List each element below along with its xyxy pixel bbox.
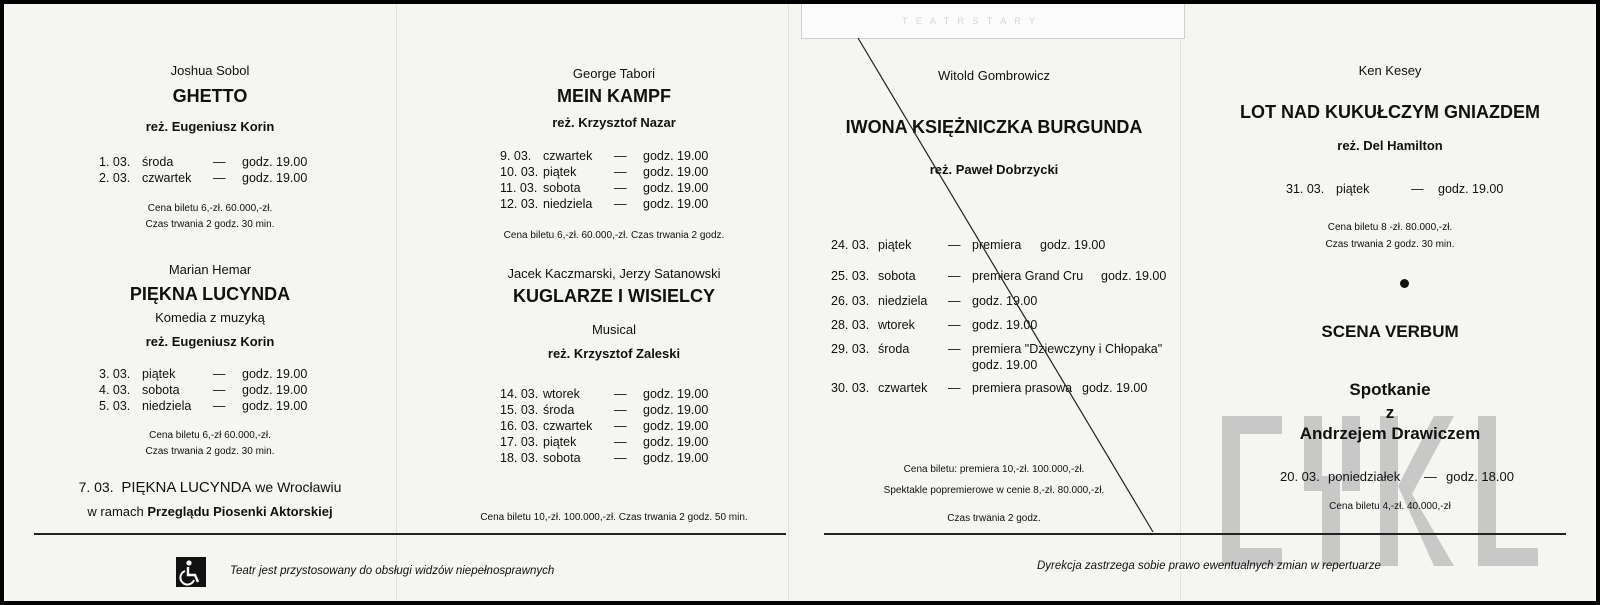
repertoire-note: Dyrekcja zastrzega sobie prawo ewentualnych zmian w repertuarze [1037, 560, 1381, 572]
play-title: LOT NAD KUKUŁCZYM GNIAZDEM [1240, 102, 1540, 122]
author: George Tabori [572, 66, 656, 81]
meeting-line: Spotkanie [1349, 380, 1431, 399]
ticket-price: Cena biletu 8 -zł. 80.000,-zł. [1327, 222, 1453, 233]
wheelchair-icon [176, 557, 206, 587]
header-tab: T E A T R S T A R Y [801, 4, 1185, 39]
play-title: PIĘKNA LUCYNDA [129, 284, 291, 304]
author: Ken Kesey [1358, 63, 1422, 78]
footer-rule [34, 533, 786, 535]
ticket-price: Cena biletu 6,-zł 60.000,-zł. [149, 430, 271, 441]
program-leaflet [4, 4, 1596, 601]
bullet-dot [1400, 279, 1409, 288]
panel-4: Ken Kesey LOT NAD KUKUŁCZYM GNIAZDEM reż. Del Hamilton 31. 03. piątek — godz. 19.00 Cena biletu 8 -zł. 80.000,-zł. Czas trwania 2 godz. 30 min. SCENA VERBUM Spotkanie z Andrzejem Drawiczem 20. 03. poniedziałek — godz. 18.00 Cena biletu 4,-zł. 40.000,-zł [1184, 4, 1596, 601]
director: reż. Del Hamilton [1337, 138, 1443, 153]
ticket-price: Cena biletu 6,-zł. 60.000,-zł. Czas trwania 2 godz. [503, 230, 725, 241]
director: reż. Krzysztof Nazar [552, 115, 676, 130]
panel-2: George Tabori MEIN KAMPF reż. Krzysztof Nazar 9. 03. czwartek — godz. 19.00 10. 03. piątek — godz. 19.00 11. 03. sobota — godz. 19.00 12. 03. niedziela — godz. 19.00 Cena biletu 6,-zł. 60.000,-zł. Czas trwania 2 godz. Jacek Kaczmarski, Jerzy Satanowski KUGLARZE I WISIELCY Musical reż. Krzysztof Zaleski 14. 03. wtorek — godz. 19.00 15. 03. środa — godz. 19.00 16. 03. czwartek — godz. 19.00 17. 03. piątek — godz. 19.00 18. 03. sobota — godz. 19.00 Cena biletu 10,-zł. 100.000,-zł. Czas trwania 2 godz. 50 min. [408, 4, 820, 601]
director: reż. Eugeniusz Korin [145, 334, 275, 349]
ticket-price: Cena biletu 6,-zł. 60.000,-zł. [147, 203, 273, 214]
ticket-price: Cena biletu: premiera 10,-zł. 100.000,-zł. [903, 464, 1085, 475]
ticket-price: Spektakle popremierowe w cenie 8,-zł. 80.000,-zł. [883, 485, 1105, 496]
footer-rule [824, 533, 1566, 535]
play-title: IWONA KSIĘŻNICZKA BURGUNDA [845, 117, 1143, 137]
author: Marian Hemar [168, 262, 252, 277]
scene-title: SCENA VERBUM [1321, 322, 1459, 341]
subtitle: Musical [591, 322, 637, 337]
panel-3: Witold Gombrowicz IWONA KSIĘŻNICZKA BURGUNDA reż. Paweł Dobrzycki 24. 03. piątek — premiera godz. 19.00 25. 03. sobota — premiera Grand Cru godz. 19.00 26. 03. niedziela — godz. 19.00 28. 03. wtorek — godz. 19.00 29. 03. środa — premiera "Dziewczyny i Chłopaka" godz. 19.00 30. 03. czwartek — premiera prasowa godz. 19.00 Cena biletu: premiera 10,-zł. 100.000,-zł. Spektakle popremierowe w cenie 8,-zł. 80.000,-zł. Czas trwania 2 godz. [804, 4, 1184, 601]
wroclaw-line: 7. 03. PIĘKNA LUCYNDA we Wrocławiu [78, 479, 342, 496]
director: reż. Eugeniusz Korin [145, 119, 275, 134]
meeting-line: Andrzejem Drawiczem [1299, 424, 1481, 443]
meeting-line: z [1385, 403, 1395, 422]
duration: Czas trwania 2 godz. [947, 513, 1041, 524]
accessibility-note: Teatr jest przystosowany do obsługi widzów niepełnosprawnych [230, 565, 555, 577]
director: reż. Krzysztof Zaleski [547, 346, 681, 361]
play-title: KUGLARZE I WISIELCY [513, 286, 715, 306]
festival-line: w ramach Przeglądu Piosenki Aktorskiej [87, 504, 333, 519]
duration: Czas trwania 2 godz. 30 min. [1325, 239, 1455, 250]
author: Witold Gombrowicz [938, 68, 1050, 83]
author: Joshua Sobol [170, 63, 250, 78]
ticket-price: Cena biletu 4,-zł. 40.000,-zł [1329, 501, 1451, 512]
ticket-price: Cena biletu 10,-zł. 100.000,-zł. Czas trwania 2 godz. 50 min. [480, 512, 748, 523]
panel-1: Joshua Sobol GHETTO reż. Eugeniusz Korin 1. 03. środa — godz. 19.00 2. 03. czwartek — godz. 19.00 Cena biletu 6,-zł. 60.000,-zł. Czas trwania 2 godz. 30 min. Marian Hemar PIĘKNA LUCYNDA Komedia z muzyką reż. Eugeniusz Korin 3. 03. piątek — godz. 19.00 4. 03. sobota — godz. 19.00 5. 03. niedziela — godz. 19.00 Cena biletu 6,-zł 60.000,-zł. Czas trwania 2 godz. 30 min. 7. 03. PIĘKNA LUCYNDA we Wrocławiu w ramach Przeglądu Piosenki Aktorskiej [4, 4, 416, 601]
director: reż. Paweł Dobrzycki [929, 162, 1059, 177]
play-title: GHETTO [172, 86, 248, 106]
duration: Czas trwania 2 godz. 30 min. [145, 219, 275, 230]
subtitle: Komedia z muzyką [155, 310, 265, 325]
duration: Czas trwania 2 godz. 30 min. [145, 446, 275, 457]
play-title: MEIN KAMPF [557, 86, 671, 106]
author: Jacek Kaczmarski, Jerzy Satanowski [507, 266, 721, 281]
